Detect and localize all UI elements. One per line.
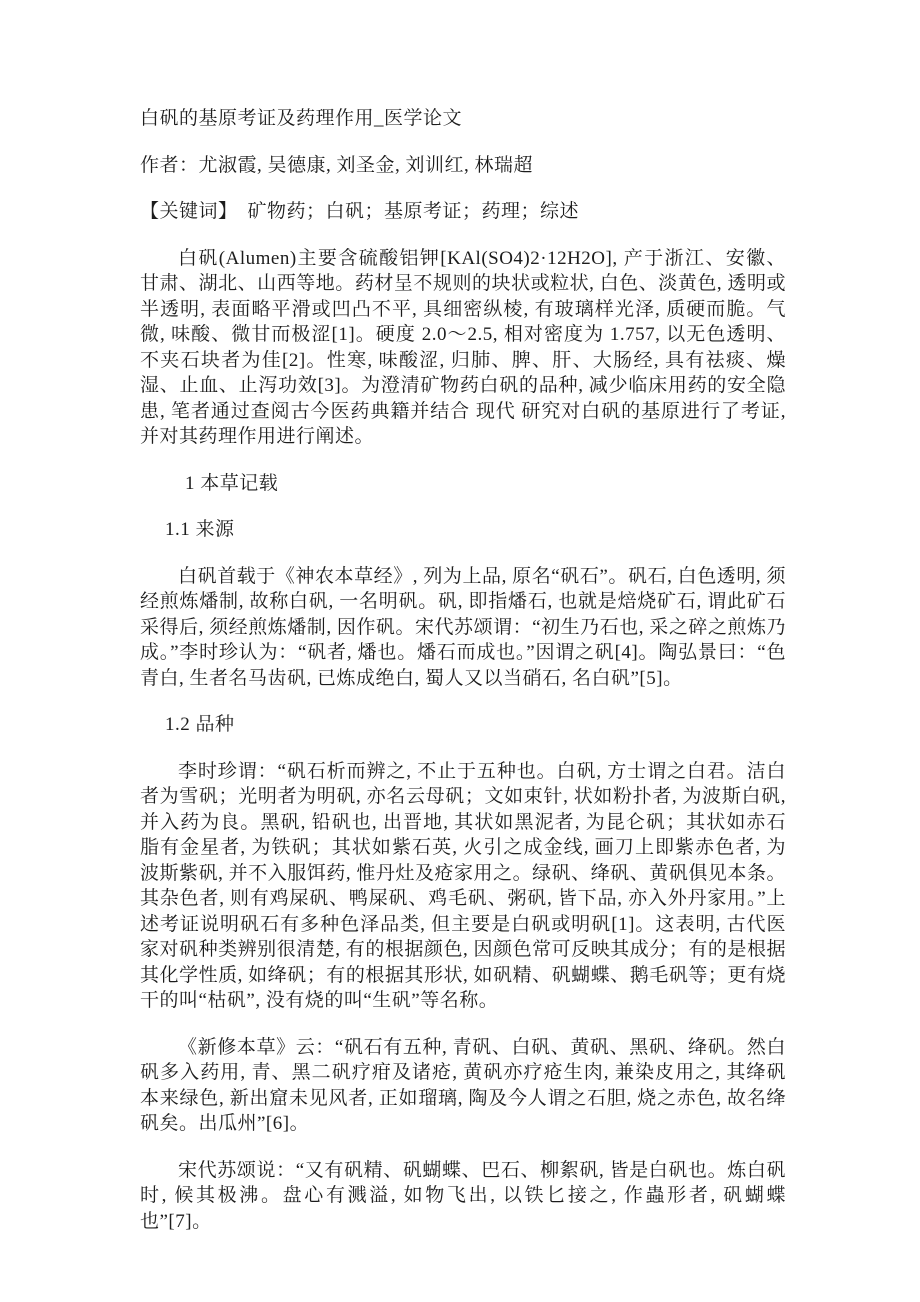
document-title: 白矾的基原考证及药理作用_医学论文 — [140, 108, 463, 129]
section-heading-1-1: 1.1 来源 — [165, 519, 235, 540]
section-heading-1: 1 本草记载 — [185, 472, 279, 494]
intro-paragraph: 白矾(Alumen)主要含硫酸铝钾[KAl(SO4)2·12H2O], 产于浙江、安徽、甘肃、湖北、山西等地。药材呈不规则的块状或粒状, 白色、淡黄色, 透明或半透明, 表面略平滑或凹凸不平, 具细密纵棱, 有玻璃样光泽, 质硬而脆。气微, 味酸、微甘而极涩[1]。硬度 2.0～2.5, 相对密度为 1.757, 以无色透明、不夹石块者为佳[2]。性寒, 味酸涩, 归肺、脾、肝、大肠经, 具有祛痰、燥湿、止血、止泻功效[3]。为澄清矿物药白矾的品种, 减少临床用药的安全隐患, 笔者通过查阅古今医药典籍并结合 现代 研究对白矾的基原进行了考证, 并对其药理作用进行阐述。 — [140, 247, 786, 447]
paragraph-origin: 白矾首载于《神农本草经》, 列为上品, 原名“矾石”。矾石, 白色透明, 须经煎炼燔制, 故称白矾, 一名明矾。矾, 即指燔石, 也就是焙烧矿石, 谓此矿石采得后, 须经煎炼燔制, 因作矾。宋代苏颂谓：“初生乃石也, 采之碎之煎炼乃成。”李时珍认为：“矾者, 燔也。燔石而成也。”因谓之矾[4]。陶弘景曰：“色青白, 生者名马齿矾, 已炼成绝白, 蜀人又以当硝石, 名白矾”[5]。 — [140, 565, 786, 689]
section-heading-1-2: 1.2 品种 — [165, 714, 235, 735]
paragraph-varieties-2: 《新修本草》云：“矾石有五种, 青矾、白矾、黄矾、黑矾、绛矾。然白矾多入药用, 青、黑二矾疗疳及诸疮, 黄矾亦疗疮生肉, 兼染皮用之, 其绛矾本来绿色, 新出窟未见风者, 正如瑠璃, 陶及今人谓之石胆, 烧之赤色, 故名绛矾矣。出瓜州”[6]。 — [140, 1036, 786, 1134]
paragraph-varieties-1: 李时珍谓：“矾石析而辨之, 不止于五种也。白矾, 方士谓之白君。洁白者为雪矾；光明者为明矾, 亦名云母矾；文如束针, 状如粉扑者, 为波斯白矾, 并入药为良。黑矾, 铅矾也, 出晋地, 其状如黑泥者, 为昆仑矾；其状如赤石脂有金星者, 为铁矾；其状如紫石英, 火引之成金线, 画刀上即紫赤色者, 为波斯紫矾, 并不入服饵药, 惟丹灶及疮家用之。绿矾、绛矾、黄矾俱见本条。其杂色者, 则有鸡屎矾、鸭屎矾、鸡毛矾、粥矾, 皆下品, 亦入外丹家用。”上述考证说明矾石有多种色泽品类, 但主要是白矾或明矾[1]。这表明, 古代医家对矾种类辨别很清楚, 有的根据颜色, 因颜色常可反映其成分；有的是根据其化学性质, 如绛矾；有的根据其形状, 如矾精、矾蝴蝶、鹅毛矾等；更有烧干的叫“枯矾”, 没有烧的叫“生矾”等名称。 — [140, 760, 786, 1011]
keywords-line: 【关键词】 矿物药；白矾；基原考证；药理；综述 — [140, 201, 580, 222]
author-line: 作者：尤淑霞, 吴德康, 刘圣金, 刘训红, 林瑞超 — [140, 154, 534, 176]
paragraph-varieties-3: 宋代苏颂说：“又有矾精、矾蝴蝶、巴石、柳絮矾, 皆是白矾也。炼白矾时, 候其极沸。盘心有溅溢, 如物飞出, 以铁匕接之, 作蟲形者, 矾蝴蝶也”[7]。 — [140, 1159, 786, 1232]
